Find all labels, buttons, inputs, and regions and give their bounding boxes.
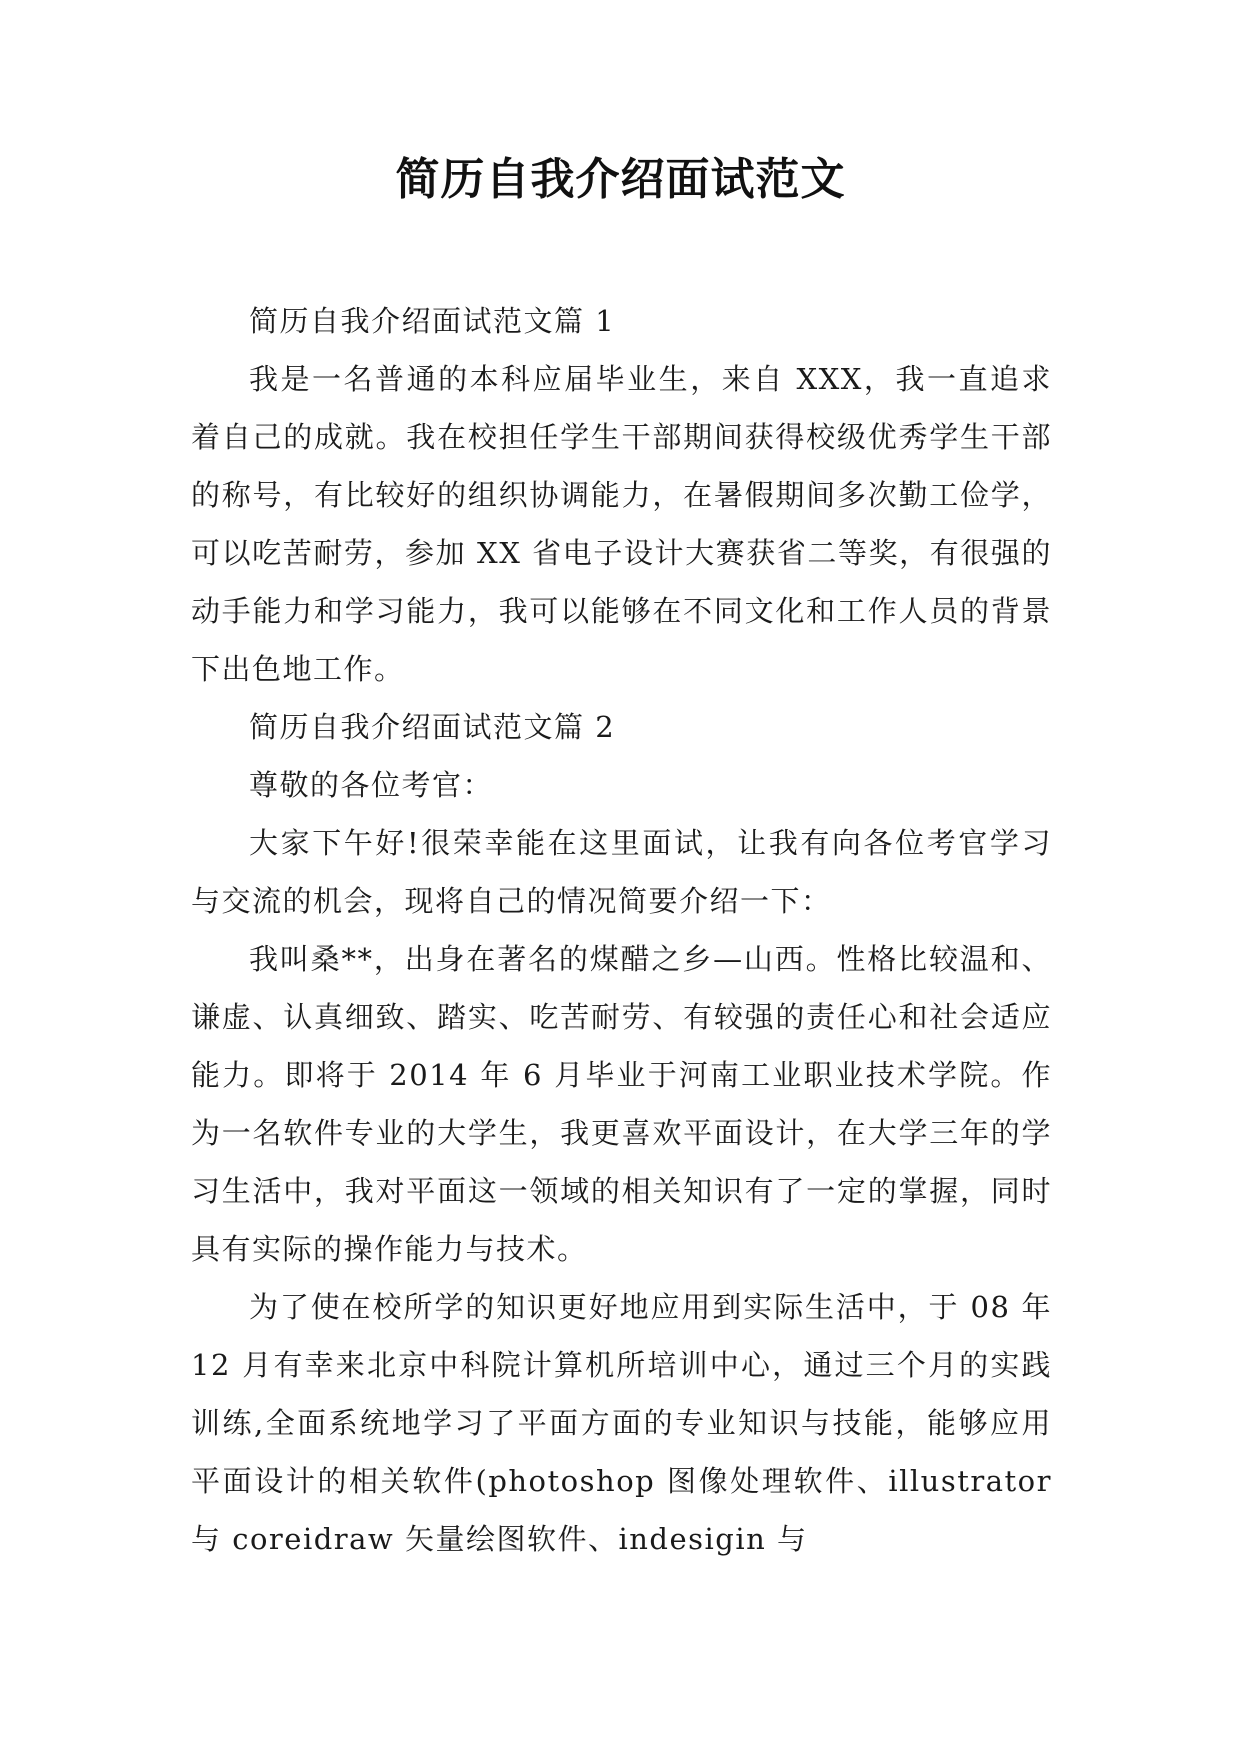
- section-heading-2: 简历自我介绍面试范文篇 2: [249, 710, 616, 744]
- salutation: 尊敬的各位考官：: [249, 768, 494, 802]
- paragraph-4: 为了使在校所学的知识更好地应用到实际生活中，于 08 年 12 月有幸来北京中科院计算机所培训中心，通过三个月的实践训练,全面系统地学习了平面方面的专业知识与技能，能够应用平面设计的相关软件(photoshop 图像处理软件、illustrator 与 coreidraw 矢量绘图软件、indesigin 与: [191, 1290, 1052, 1556]
- section-heading-1: 简历自我介绍面试范文篇 1: [249, 304, 616, 338]
- paragraph-2: 大家下午好!很荣幸能在这里面试，让我有向各位考官学习与交流的机会，现将自己的情况简要介绍一下：: [191, 826, 1052, 918]
- document-body: [191, 292, 1052, 1568]
- paragraph-3: 我叫桑**，出身在著名的煤醋之乡—山西。性格比较温和、谦虚、认真细致、踏实、吃苦耐劳、有较强的责任心和社会适应能力。即将于 2014 年 6 月毕业于河南工业职业技术学院。作为一名软件专业的大学生，我更喜欢平面设计，在大学三年的学习生活中，我对平面这一领域的相关知识有了一定的掌握，同时具有实际的操作能力与技术。: [191, 942, 1052, 1266]
- document-title: 简历自我介绍面试范文: [395, 154, 846, 205]
- paragraph-1: 我是一名普通的本科应届毕业生，来自 XXX，我一直追求着自己的成就。我在校担任学生干部期间获得校级优秀学生干部的称号，有比较好的组织协调能力，在暑假期间多次勤工俭学，可以吃苦耐劳，参加 XX 省电子设计大赛获省二等奖，有很强的动手能力和学习能力，我可以能够在不同文化和工作人员的背景下出色地工作。: [191, 362, 1052, 686]
